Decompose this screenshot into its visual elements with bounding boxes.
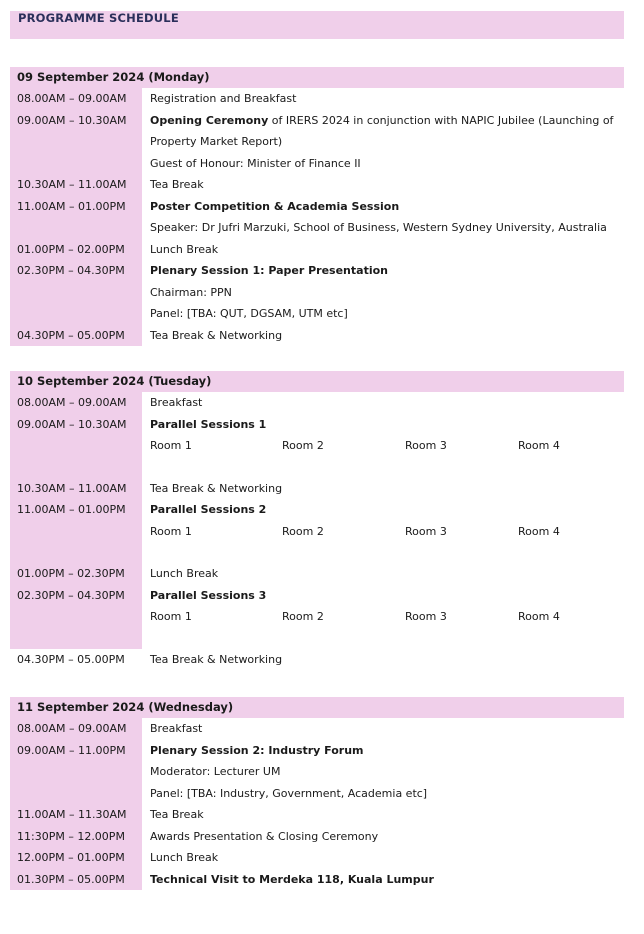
detail-text: of IRERS 2024 in conjunction with NAPIC Jubilee (Launching of: [268, 113, 614, 127]
time-slot: 02.30PM – 04.30PM: [10, 585, 142, 649]
time-slot: 09.00AM – 11.00PM: [10, 740, 142, 805]
room-label: Room 1: [150, 610, 192, 623]
room-label: Room 1: [150, 524, 192, 538]
detail-line: [150, 718, 616, 740]
schedule-row: [10, 239, 624, 261]
session-details: [142, 499, 624, 563]
detail-line: [150, 110, 616, 132]
time-slot: 09.00AM – 10.30AM: [10, 414, 142, 478]
detail-text: Tea Break: [150, 808, 204, 821]
session-details: [142, 869, 624, 891]
session-title: Parallel Sessions 1: [150, 417, 267, 431]
session-title: Parallel Sessions 3: [150, 588, 267, 602]
session-details: [142, 196, 624, 239]
detail-line: [150, 239, 616, 261]
detail-text: Breakfast: [150, 722, 203, 735]
detail-text: Lunch Break: [150, 567, 219, 580]
session-details: [142, 585, 624, 649]
detail-line: [150, 196, 616, 218]
detail-line: [150, 563, 616, 585]
schedule-row: [10, 804, 624, 826]
detail-line: [150, 869, 616, 891]
session-title: Technical Visit to Merdeka 118, Kuala Lumpur: [150, 872, 434, 886]
time-slot: 11:30PM – 12.00PM: [10, 826, 142, 848]
session-title: Poster Competition & Academia Session: [150, 199, 400, 213]
session-title: Parallel Sessions 2: [150, 503, 267, 516]
session-details: [142, 88, 624, 110]
detail-line: [150, 282, 616, 304]
detail-line: [150, 88, 616, 110]
detail-text: Lunch Break: [150, 242, 219, 256]
schedule-row: [10, 260, 624, 325]
schedule-row: [10, 826, 624, 848]
time-slot: 04.30PM – 05.00PM: [17, 652, 125, 666]
room-list: [150, 521, 616, 543]
session-details: [142, 718, 624, 740]
time-slot: 12.00PM – 01.00PM: [10, 847, 142, 869]
room-list: [150, 606, 616, 628]
time-slot: 10.30AM – 11.00AM: [10, 478, 142, 500]
schedule-row: [10, 649, 624, 671]
time-slot: 04.30PM – 05.00PM: [10, 325, 142, 347]
session-details: [142, 414, 624, 478]
detail-text: Tea Break: [150, 178, 204, 191]
room-label: Room 4: [518, 610, 560, 623]
detail-text: Registration and Breakfast: [150, 92, 297, 105]
schedule-row: [10, 196, 624, 239]
day-title: 11 September 2024 (Wednesday): [10, 697, 624, 718]
schedule-row: [10, 563, 624, 585]
schedule-row: [10, 414, 624, 478]
detail-line: [150, 153, 616, 175]
session-title: Opening Ceremony: [150, 113, 269, 127]
detail-text: Tea Break & Networking: [150, 481, 283, 495]
session-details: [142, 174, 624, 196]
detail-line: [150, 499, 616, 521]
session-details: [142, 563, 624, 585]
detail-line: [150, 217, 616, 239]
day-title: 09 September 2024 (Monday): [10, 67, 624, 88]
detail-line: [150, 325, 616, 347]
session-details: [142, 239, 624, 261]
session-details: [142, 325, 624, 347]
detail-line: [150, 740, 616, 762]
schedule-row: [10, 499, 624, 563]
schedule-row: [10, 740, 624, 805]
room-label: Room 2: [282, 610, 324, 623]
time-slot: 01.00PM – 02.00PM: [10, 239, 142, 261]
detail-line: [150, 826, 616, 848]
schedule-row: [10, 847, 624, 869]
session-title: Plenary Session 2: Industry Forum: [150, 743, 364, 757]
detail-text: Guest of Honour: Minister of Finance II: [150, 156, 361, 170]
room-label: Room 2: [282, 439, 324, 452]
time-slot: 08.00AM – 09.00AM: [10, 718, 142, 740]
session-details: [142, 649, 624, 671]
detail-text: Property Market Report): [150, 135, 283, 148]
detail-line: [150, 761, 616, 783]
time-slot: 11.00AM – 11.30AM: [10, 804, 142, 826]
room-label: Room 4: [518, 439, 560, 452]
session-details: [142, 392, 624, 414]
detail-text: Awards Presentation & Closing Ceremony: [150, 829, 379, 843]
session-details: [142, 847, 624, 869]
session-title: Plenary Session 1: Paper Presentation: [150, 264, 388, 277]
detail-text: Breakfast: [150, 396, 203, 409]
room-label: Room 3: [405, 524, 447, 538]
schedule-row: [10, 110, 624, 175]
detail-line: [150, 783, 616, 805]
detail-text: Tea Break & Networking: [150, 652, 283, 666]
schedule-row: [10, 718, 624, 740]
detail-line: [150, 260, 616, 282]
page-title: PROGRAMME SCHEDULE: [18, 11, 179, 25]
session-details: [142, 110, 624, 175]
detail-text: Moderator: Lecturer UM: [150, 765, 281, 778]
session-details: [142, 740, 624, 805]
room-list: [150, 435, 616, 457]
detail-line: [150, 478, 616, 500]
schedule-row: [10, 478, 624, 500]
page-header-band: [10, 11, 624, 39]
detail-line: [150, 174, 616, 196]
detail-text: Panel: [TBA: Industry, Government, Academia etc]: [150, 786, 428, 800]
detail-line: [150, 131, 616, 153]
detail-line: [150, 804, 616, 826]
schedule-row: [10, 325, 624, 347]
detail-line: [150, 847, 616, 869]
time-slot: 11.00AM – 01.00PM: [10, 499, 142, 563]
time-slot: 11.00AM – 01.00PM: [10, 196, 142, 239]
day-section: [10, 697, 624, 890]
detail-line: [150, 392, 616, 414]
detail-line: [150, 585, 616, 607]
schedule-row: [10, 585, 624, 649]
schedule-row: [10, 174, 624, 196]
time-slot: 01.00PM – 02.30PM: [10, 563, 142, 585]
session-details: [142, 826, 624, 848]
room-label: Room 1: [150, 439, 192, 452]
schedule-row: [10, 869, 624, 891]
schedule-row: [10, 88, 624, 110]
detail-text: Lunch Break: [150, 851, 219, 864]
time-slot: 09.00AM – 10.30AM: [10, 110, 142, 175]
session-details: [142, 804, 624, 826]
detail-line: [150, 414, 616, 436]
detail-text: Tea Break & Networking: [150, 328, 283, 342]
day-section: [10, 67, 624, 346]
session-details: [142, 478, 624, 500]
room-label: Room 2: [282, 524, 324, 538]
room-label: Room 3: [405, 610, 447, 623]
detail-text: Panel: [TBA: QUT, DGSAM, UTM etc]: [150, 307, 348, 320]
day-title: 10 September 2024 (Tuesday): [10, 371, 624, 392]
time-slot: 01.30PM – 05.00PM: [10, 869, 142, 891]
detail-line: [150, 649, 616, 671]
detail-text: Chairman: PPN: [150, 285, 232, 299]
session-details: [142, 260, 624, 325]
time-slot: 02.30PM – 04.30PM: [10, 260, 142, 325]
time-slot: 08.00AM – 09.00AM: [10, 88, 142, 110]
detail-line: [150, 303, 616, 325]
time-slot: 08.00AM – 09.00AM: [10, 392, 142, 414]
day-section: [10, 371, 624, 670]
detail-text: Speaker: Dr Jufri Marzuki, School of Business, Western Sydney University, Australia: [150, 221, 607, 234]
time-slot: 10.30AM – 11.00AM: [10, 174, 142, 196]
room-label: Room 4: [518, 524, 560, 538]
room-label: Room 3: [405, 439, 447, 452]
schedule-row: [10, 392, 624, 414]
